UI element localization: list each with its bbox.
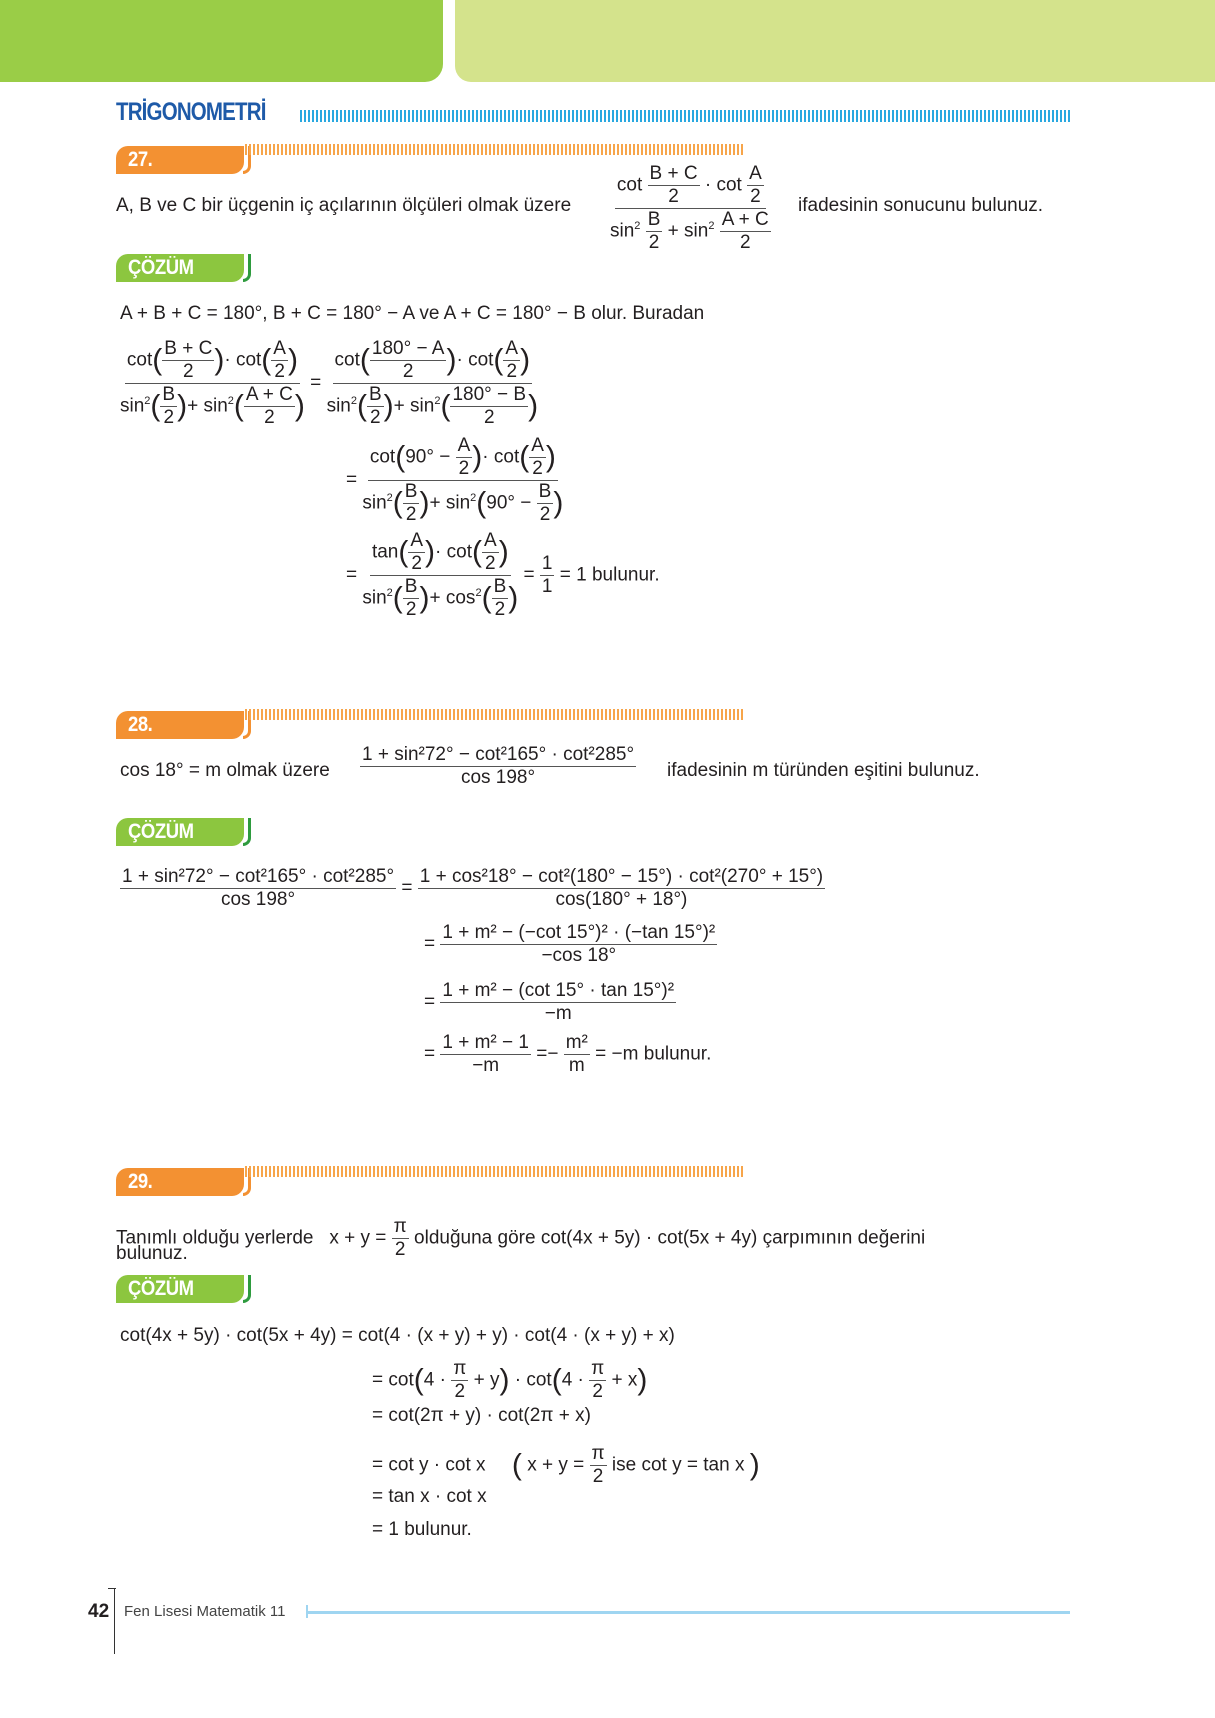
example-29-step-2: = cot(4 · $\frac{\pi}{2}$ + y) · cot(4 · $\frac{\pi}{2}$ + x) <box>372 1358 648 1402</box>
example-27-step-3: = tan( $\frac{A}{2}$ )· cot( $\frac{A}{2}$ ) $\sin^2$( $\frac{B}{2}$ )+ $\cos^2$( $\frac{B}{2}$ ) = $\frac{1}{1}$ = 1 bulunur. <box>346 530 660 620</box>
example-29-step-3: = cot(2π + y) · cot(2π + x) <box>372 1405 591 1426</box>
example-28-question-suffix: ifadesinin m türünden eşitini bulunuz. <box>667 760 980 781</box>
example-29-badge: 29. ÖRNEK <box>116 1168 244 1196</box>
example-29-question-line1: Tanımlı olduğu yerlerde x + y = $\frac{\pi}{2}$ olduğuna göre cot(4x + 5y) · cot(5x + 4y) çarpımının değerini <box>116 1216 926 1260</box>
example-28-solution-badge: ÇÖZÜM <box>116 818 244 846</box>
section-title: TRİGONOMETRİ <box>116 98 266 126</box>
header-band-right <box>455 0 1215 82</box>
example-27-step-1: cot( $\frac{B + C}{2}$ )· cot( $\frac{A}{2}$ ) $\sin^2$( $\frac{B}{2}$ )+ $\sin^2$( $\frac{A + C}{2}$ ) = cot( $\frac{180^\circ - A}{2}$ )· cot( $\frac{A}{2}$ ) $\sin^2$( $\frac{B}{2}$ )+ $\sin^2$( $\frac{180^\circ - B}{2}$ ) <box>120 338 539 428</box>
example-29-question-line2: bulunuz. <box>116 1243 188 1264</box>
example-28-badge: 28. ÖRNEK <box>116 711 244 739</box>
example-27-solution-intro: A + B + C = 180°, B + C = 180° − A ve A + C = 180° − B olur. Buradan <box>120 303 705 324</box>
page-number: 42 <box>88 1601 110 1622</box>
example-28-step-1: $\frac{\text{1 + sin²72° − cot²165° · cot²285°}}{\cos 198^\circ}$ = $\frac{\text{1 + cos²18° − cot²(180° − 15°) · cot²(270° + 15°)}}{\cos(180^\circ + 18^\circ)}$ <box>122 866 824 910</box>
example-27-question-suffix: ifadesinin sonucunu bulunuz. <box>798 195 1044 216</box>
example-28-step-3: = $\frac{\text{1 + m² − (cot 15° · tan 15°)²}}{-m}$ <box>424 980 675 1024</box>
example-28-step-2: = $\frac{\text{1 + m² − (−cot 15°)² · (−tan 15°)²}}{-\cos 18^\circ}$ <box>424 922 716 966</box>
example-29-step-5: = tan x · cot x <box>372 1486 487 1507</box>
example-27-question-expression: cot $\frac{B + C}{2}$ · cot $\frac{A}{2}$ $\sin^2$ $\frac{B}{2}$ + $\sin^2$ $\frac{A + C}{2}$ <box>610 163 769 253</box>
footer-rule <box>308 1611 1070 1614</box>
example-28-question-prefix: cos 18° = m olmak üzere <box>120 760 330 781</box>
example-29-solution-badge: ÇÖZÜM <box>116 1275 244 1303</box>
example-28-question-expression: $\frac{\text{1 + sin²72° − cot²165° · cot²285°}}{\cos 198^\circ}$ <box>362 744 635 788</box>
example-27-solution-badge: ÇÖZÜM <box>116 254 244 282</box>
example-27-question-prefix: A, B ve C bir üçgenin iç açılarının ölçüleri olmak üzere <box>116 195 572 216</box>
example-27-rule <box>245 144 745 155</box>
example-28-step-4: = $\frac{\text{1 + m² − 1}}{-m}$ =− $\frac{\text{m²}}{m}$ = −m bulunur. <box>424 1032 712 1076</box>
title-rule <box>300 110 1072 122</box>
example-27-step-2: = cot(90° − $\frac{A}{2}$ )· cot( $\frac{A}{2}$ ) $\sin^2$( $\frac{B}{2}$ )+ $\sin^2(90^\circ$ − $\frac{B}{2}$ ) <box>346 435 564 525</box>
footer-divider <box>114 1588 115 1654</box>
example-27-badge: 27. ÖRNEK <box>116 146 244 174</box>
example-29-rule <box>245 1166 745 1177</box>
example-28-rule <box>245 709 745 720</box>
example-29-step-6: = 1 bulunur. <box>372 1519 472 1540</box>
header-band-left <box>0 0 443 82</box>
example-29-step-1: cot(4x + 5y) · cot(5x + 4y) = cot(4 · (x + y) + y) · cot(4 · (x + y) + x) <box>120 1325 675 1346</box>
book-title: Fen Lisesi Matematik 11 <box>124 1603 286 1620</box>
example-29-step-4: = cot y · cot x ( x + y = $\frac{\pi}{2}$ ise cot y = tan x ) <box>372 1443 760 1487</box>
